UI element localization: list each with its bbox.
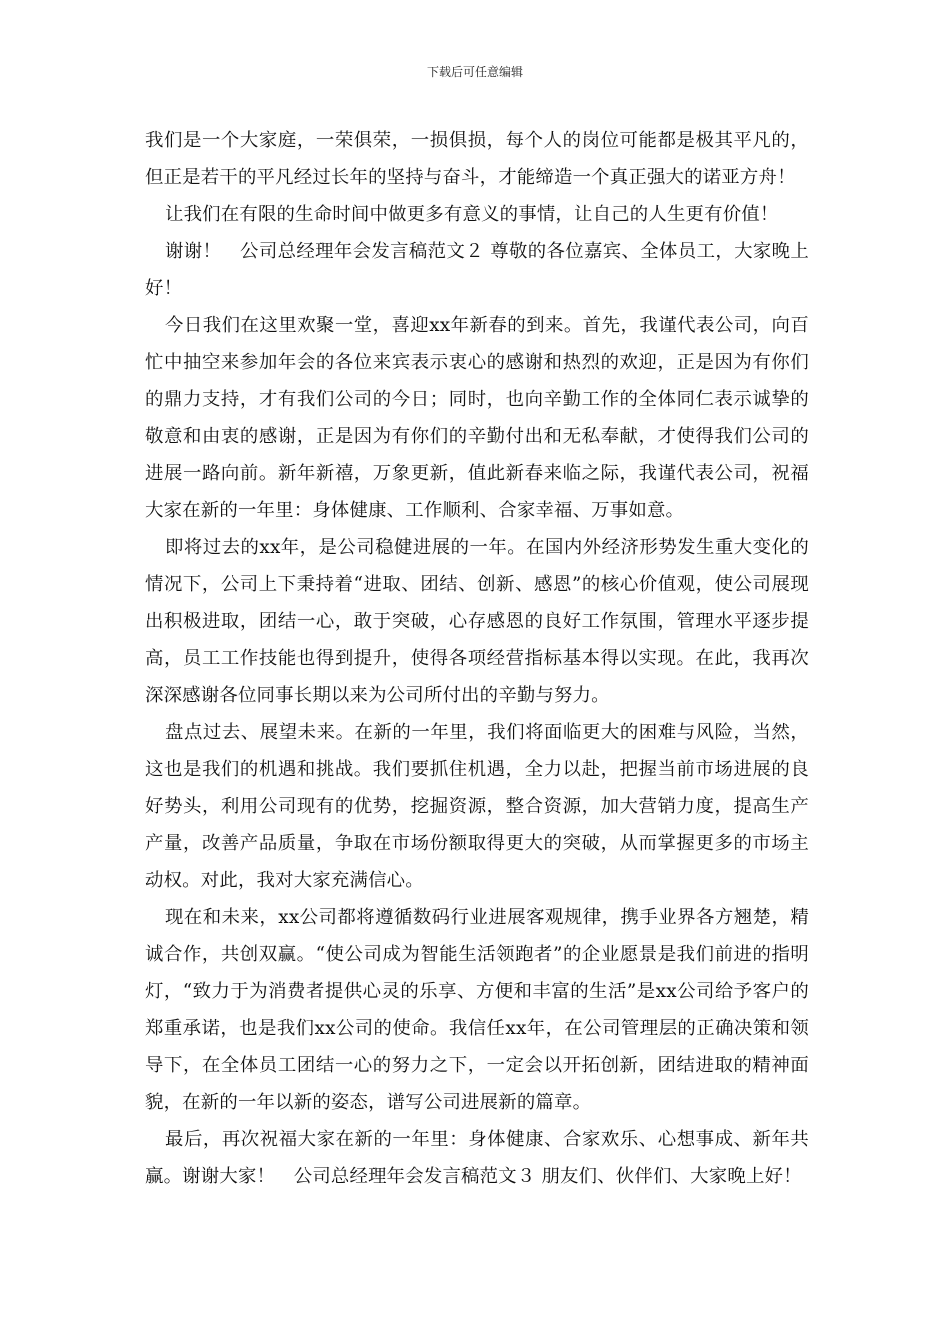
paragraph-8: 最后，再次祝福大家在新的一年里：身体健康、合家欢乐、心想事成、新年共赢。谢谢大家！ 公司总经理年会发言稿范文３ 朋友们、伙伴们、大家晚上好！: [145, 1129, 809, 1187]
page-header-note: 下载后可任意编辑: [426, 65, 523, 79]
paragraph-3: 谢谢！ 公司总经理年会发言稿范文２ 尊敬的各位嘉宾、全体员工，大家晚上好！: [145, 241, 809, 299]
paragraph-5: 即将过去的xx年，是公司稳健进展的一年。在国内外经济形势发生重大变化的情况下，公司上下秉持着“进取、团结、创新、感恩”的核心价值观，使公司展现出积极进取，团结一心，敢于突破，心存感恩的良好工作氛围，管理水平逐步提高，员工工作技能也得到提升，使得各项经营指标基本得以实现。在此，我再次深深感谢各位同事长期以来为公司所付出的辛勤与努力。: [145, 537, 809, 706]
document-body: [145, 122, 809, 1195]
paragraph-1: 我们是一个大家庭，一荣俱荣，一损俱损，每个人的岗位可能都是极其平凡的，但正是若干的平凡经过长年的坚持与奋斗，才能缔造一个真正强大的诺亚方舟！: [145, 130, 809, 188]
paragraph-6: 盘点过去、展望未来。在新的一年里，我们将面临更大的困难与风险，当然，这也是我们的机遇和挑战。我们要抓住机遇，全力以赴，把握当前市场进展的良好势头，利用公司现有的优势，挖掘资源，整合资源，加大营销力度，提高生产产量，改善产品质量，争取在市场份额取得更大的突破，从而掌握更多的市场主动权。对此，我对大家充满信心。: [145, 722, 809, 891]
paragraph-2: 让我们在有限的生命时间中做更多有意义的事情，让自己的人生更有价值！: [165, 204, 779, 225]
paragraph-7: 现在和未来，xx公司都将遵循数码行业进展客观规律，携手业界各方翘楚，精诚合作，共创双赢。“使公司成为智能生活领跑者”的企业愿景是我们前进的指明灯，“致力于为消费者提供心灵的乐享、方便和丰富的生活”是xx公司给予客户的郑重承诺，也是我们xx公司的使命。我信任xx年，在公司管理层的正确决策和领导下，在全体员工团结一心的努力之下，一定会以开拓创新，团结进取的精神面貌，在新的一年以新的姿态，谱写公司进展新的篇章。: [145, 907, 809, 1113]
paragraph-4: 今日我们在这里欢聚一堂，喜迎xx年新春的到来。首先，我谨代表公司，向百忙中抽空来参加年会的各位来宾表示衷心的感谢和热烈的欢迎，正是因为有你们的鼎力支持，才有我们公司的今日；同时，也向辛勤工作的全体同仁表示诚挚的敬意和由衷的感谢，正是因为有你们的辛勤付出和无私奉献，才使得我们公司的进展一路向前。新年新禧，万象更新，值此新春来临之际，我谨代表公司，祝福大家在新的一年里：身体健康、工作顺利、合家幸福、万事如意。: [145, 315, 809, 521]
